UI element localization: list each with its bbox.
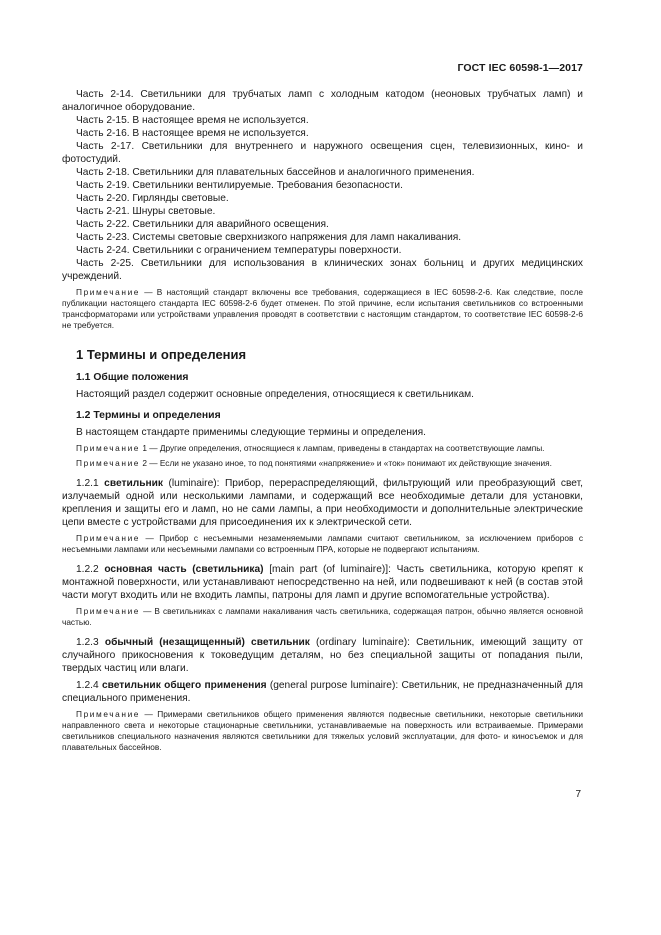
list-item: Часть 2-24. Светильники с ограничением температуры поверхности. [76,245,402,256]
definition-number: 1.2.1 [76,478,105,489]
note-label: Примечание [76,458,141,468]
page-content [62,88,583,753]
note-text: — В настоящий стандарт включены все требования, содержащиеся в IEC 60598-2-6. Как следствие, после публикации настоящего стандарта IEC 60598-2-6 будет отменен. По этой причине, если испытания светильников со встроенными трансформаторами или устройствами управления проводят в соответствии с настоящим стандартом, то соответствие IEC 60598-2-6 не требуется. [62,287,583,330]
page-number: 7 [575,789,581,800]
definition-term: обычный (незащищенный) светильник [104,637,310,648]
list-item: Часть 2-19. Светильники вентилируемые. Требования безопасности. [76,180,403,191]
note-text: 1 — Другие определения, относящиеся к лампам, приведены в стандартах на соответствующие лампы. [140,443,545,453]
note-text: 2 — Если не указано иное, то под понятиями «напряжение» и «ток» понимают их действующие значения. [140,458,552,468]
definition-text: [main part (of luminaire)]: Часть светильника, которую крепят к монтажной поверхности, или устанавливают непосредственно на ней, или подвешивают к ней (в состав этой части могут входить или не входить лампы, патроны для ламп и другие вспомогательные устройства). [62,564,583,601]
definition-number: 1.2.4 [76,680,102,691]
list-item: Часть 2-25. Светильники для использования в клинических зонах больниц и других медицинских учреждений. [62,258,583,282]
note-text: — Прибор с несъемными незаменяемыми лампами считают светильником, за исключением приборов с несъемными лампами или несъемными лампами со встроенным ПРА, которые не подвергают испытаниям. [62,533,583,554]
subsection-title-1-1: 1.1 Общие положения [76,372,189,383]
note-1-2-2 [62,606,583,628]
note-text: — Примерами светильников общего применения являются подвесные светильники, некоторые светильники направленного света и некоторые стационарные светильники, устанавливаемые на поверхность или встраиваемые. Примерами светильников специального назначения являются светильники для тяжелых условий эксплуатации, для фото- и киносъемок и для плавательных бассейнов. [62,709,583,752]
definition-term: светильник общего применения [101,680,267,691]
note-2 [62,458,583,469]
list-item: Часть 2-20. Гирлянды световые. [76,193,229,204]
note-1-2-1 [62,533,583,555]
definition-text: (ordinary luminaire): Светильник, имеющий защиту от случайного прикосновения к токоведущим деталям, но без специальной защиты от попадания пыли, твердых частиц или влаги. [62,637,583,674]
list-item: Часть 2-22. Светильники для аварийного освещения. [76,219,329,230]
list-item: Часть 2-17. Светильники для внутреннего и наружного освещения сцен, телевизионных, кино- и фотостудий. [62,141,583,165]
subsection-text-1-1: Настоящий раздел содержит основные определения, относящиеся к светильникам. [76,389,474,400]
list-item: Часть 2-16. В настоящее время не используется. [76,128,309,139]
list-item: Часть 2-15. В настоящее время не используется. [76,115,309,126]
list-item: Часть 2-23. Системы световые сверхнизкого напряжения для ламп накаливания. [76,232,462,243]
standard-designation: ГОСТ IEC 60598-1—2017 [457,62,583,74]
definition-number: 1.2.3 [76,637,105,648]
note-intro [62,287,583,331]
note-label: Примечание [76,606,141,616]
definition-term: основная часть (светильника) [104,564,264,575]
subsection-text-1-2: В настоящем стандарте применимы следующие термины и определения. [76,427,427,438]
list-item: Часть 2-14. Светильники для трубчатых ламп с холодным катодом (неоновых трубчатых ламп) и аналогичное оборудование. [62,89,583,113]
definition-1-2-4 [62,679,583,705]
note-label: Примечание [76,533,141,543]
definition-number: 1.2.2 [76,564,105,575]
definition-text: (general purpose luminaire): Светильник, не предназначенный для специального применения. [62,680,583,704]
section-title: 1 Термины и определения [76,347,247,362]
note-label: Примечание [76,709,141,719]
parts-list [62,88,583,283]
definition-1-2-2 [62,563,583,602]
definition-1-2-1 [62,477,583,529]
note-1 [62,443,583,454]
note-label: Примечание [76,443,141,453]
subsection-title-1-2: 1.2 Термины и определения [76,410,221,421]
note-1-2-4 [62,709,583,753]
definition-term: светильник [104,478,163,489]
definition-text: (luminaire): Прибор, перераспределяющий, фильтрующий или преобразующий свет, излучаемый одной или несколькими лампами, и содержащий все необходимые детали для установки, крепления и защиты его и ламп, но не сами лампы, а при необходимости и дополнительные электрические цепи вместе с устройствами для присоединения их к электрической сети. [62,478,583,528]
list-item: Часть 2-21. Шнуры световые. [76,206,216,217]
note-text: — В светильниках с лампами накаливания часть светильника, содержащая патрон, обычно является основной частью. [62,606,583,627]
note-label: Примечание [76,287,141,297]
list-item: Часть 2-18. Светильники для плавательных бассейнов и аналогичного применения. [76,167,475,178]
definition-1-2-3 [62,636,583,675]
